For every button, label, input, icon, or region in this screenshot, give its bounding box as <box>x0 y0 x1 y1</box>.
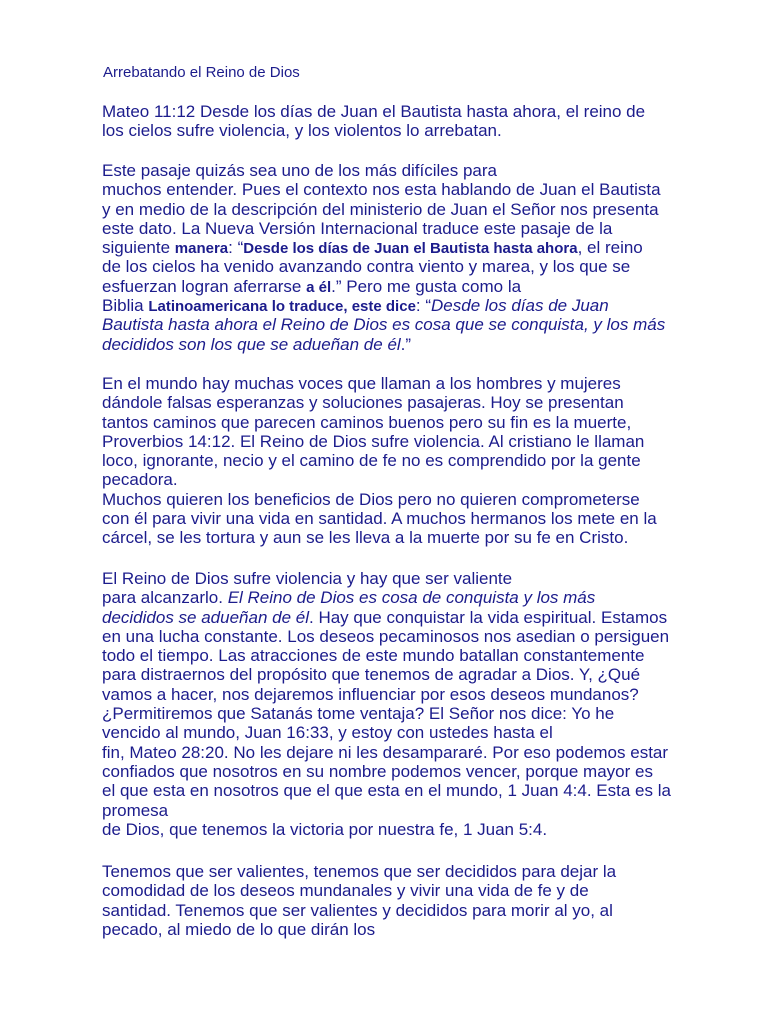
text-line: en una lucha constante. Los deseos pecaminosos nos asedian o persiguen <box>102 626 670 646</box>
text-run: para alcanzarlo. <box>102 588 228 608</box>
text-line: cárcel, se les tortura y aun se les lleva a la muerte por su fe en Cristo. <box>102 528 629 548</box>
text-line: vencido al mundo, Juan 16:33, y estoy con ustedes hasta el <box>102 723 553 743</box>
text-line: para distraernos del propósito que tenemos de agradar a Dios. Y, ¿Qué <box>102 665 641 685</box>
text-line <box>102 277 762 296</box>
text-run: : “ <box>228 238 244 258</box>
text-line: muchos entender. Pues el contexto nos esta hablando de Juan el Bautista <box>102 180 661 200</box>
text-run: .” Pero me gusta como la <box>331 276 522 296</box>
paragraph-3 <box>102 374 762 548</box>
text-line: con él para vivir una vida en santidad. A muchos hermanos los mete en la <box>102 509 657 529</box>
text-line <box>102 296 762 315</box>
bold-run: Latinoamericana lo traduce, este dice <box>148 298 416 316</box>
text-line: promesa <box>102 800 169 820</box>
text-line: todo el tiempo. Las atracciones de este mundo batallan constantemente <box>102 646 645 666</box>
paragraph-4 <box>102 569 762 839</box>
text-line: este dato. La Nueva Versión Internacional traduce este pasaje de la <box>102 218 613 238</box>
text-line <box>102 608 762 627</box>
text-line <box>102 335 762 354</box>
paragraph-5 <box>102 862 762 939</box>
text-line: Proverbios 14:12. El Reino de Dios sufre violencia. Al cristiano le llaman <box>102 431 645 451</box>
text-line: ¿Permitiremos que Satanás tome ventaja? El Señor nos dice: Yo he <box>102 704 615 724</box>
text-run: Biblia <box>102 296 149 316</box>
text-line: Muchos quieren los beneficios de Dios pero no quieren comprometerse <box>102 489 640 509</box>
text-line: de los cielos ha venido avanzando contra viento y marea, y los que se <box>102 257 631 277</box>
text-run: : “ <box>415 296 432 316</box>
text-line: loco, ignorante, necio y el camino de fe no es comprendido por la gente <box>102 451 641 471</box>
text-line: pecado, al miedo de lo que dirán los <box>102 919 376 939</box>
text-line: de Dios, que tenemos la victoria por nuestra fe, 1 Juan 5:4. <box>102 819 548 839</box>
text-line: confiados que nosotros en su nombre podemos vencer, porque mayor es <box>102 761 653 781</box>
text-run: siguiente <box>102 238 175 258</box>
text-line: El Reino de Dios sufre violencia y hay que ser valiente <box>102 569 513 588</box>
italic-quote: Desde los días de Juan <box>431 296 609 316</box>
text-line: fin, Mateo 28:20. No les dejare ni les desampararé. Por eso podemos estar <box>102 742 669 762</box>
text-run: . Hay que conquistar la vida espiritual. Estamos <box>309 607 668 627</box>
italic-quote: decididos son los que se adueñan de él <box>102 334 401 354</box>
text-line: Mateo 11:12 Desde los días de Juan el Bautista hasta ahora, el reino de <box>102 102 646 121</box>
text-line: En el mundo hay muchas voces que llaman a los hombres y mujeres <box>102 374 621 393</box>
text-line: santidad. Tenemos que ser valientes y decididos para morir al yo, al <box>102 900 613 920</box>
italic-quote: decididos se adueñan de él <box>102 607 309 627</box>
text-run: , el reino <box>577 238 643 258</box>
text-run: .” <box>400 334 412 354</box>
italic-quote-line: Bautista hasta ahora el Reino de Dios es cosa que se conquista, y los más <box>102 315 666 335</box>
text-line: pecadora. <box>102 470 178 490</box>
bold-quote: Desde los días de Juan el Bautista hasta ahora <box>243 240 578 258</box>
text-line: vamos a hacer, nos dejaremos influenciar por esos deseos mundanos? <box>102 684 639 704</box>
text-line: los cielos sufre violencia, y los violentos lo arrebatan. <box>102 121 502 141</box>
text-line: Este pasaje quizás sea uno de los más difíciles para <box>102 161 498 180</box>
text-line: dándole falsas esperanzas y soluciones pasajeras. Hoy se presentan <box>102 393 624 413</box>
text-line <box>102 238 762 257</box>
bold-run: a él <box>306 278 332 296</box>
text-line <box>102 588 762 607</box>
document-title: Arrebatando el Reino de Dios <box>103 64 300 81</box>
text-line: y en medio de la descripción del ministerio de Juan el Señor nos presenta <box>102 199 659 219</box>
text-line: Tenemos que ser valientes, tenemos que ser decididos para dejar la <box>102 862 617 881</box>
italic-quote: El Reino de Dios es cosa de conquista y los más <box>227 588 596 608</box>
paragraph-1 <box>102 102 762 141</box>
text-line: tantos caminos que parecen caminos buenos pero su fin es la muerte, <box>102 412 632 432</box>
text-run: esfuerzan logran aferrarse <box>102 276 307 296</box>
text-line: el que esta en nosotros que el que esta en el mundo, 1 Juan 4:4. Esta es la <box>102 781 671 801</box>
paragraph-2 <box>102 161 762 354</box>
text-line: comodidad de los deseos mundanales y vivir una vida de fe y de <box>102 881 589 901</box>
bold-run: manera <box>174 240 229 258</box>
